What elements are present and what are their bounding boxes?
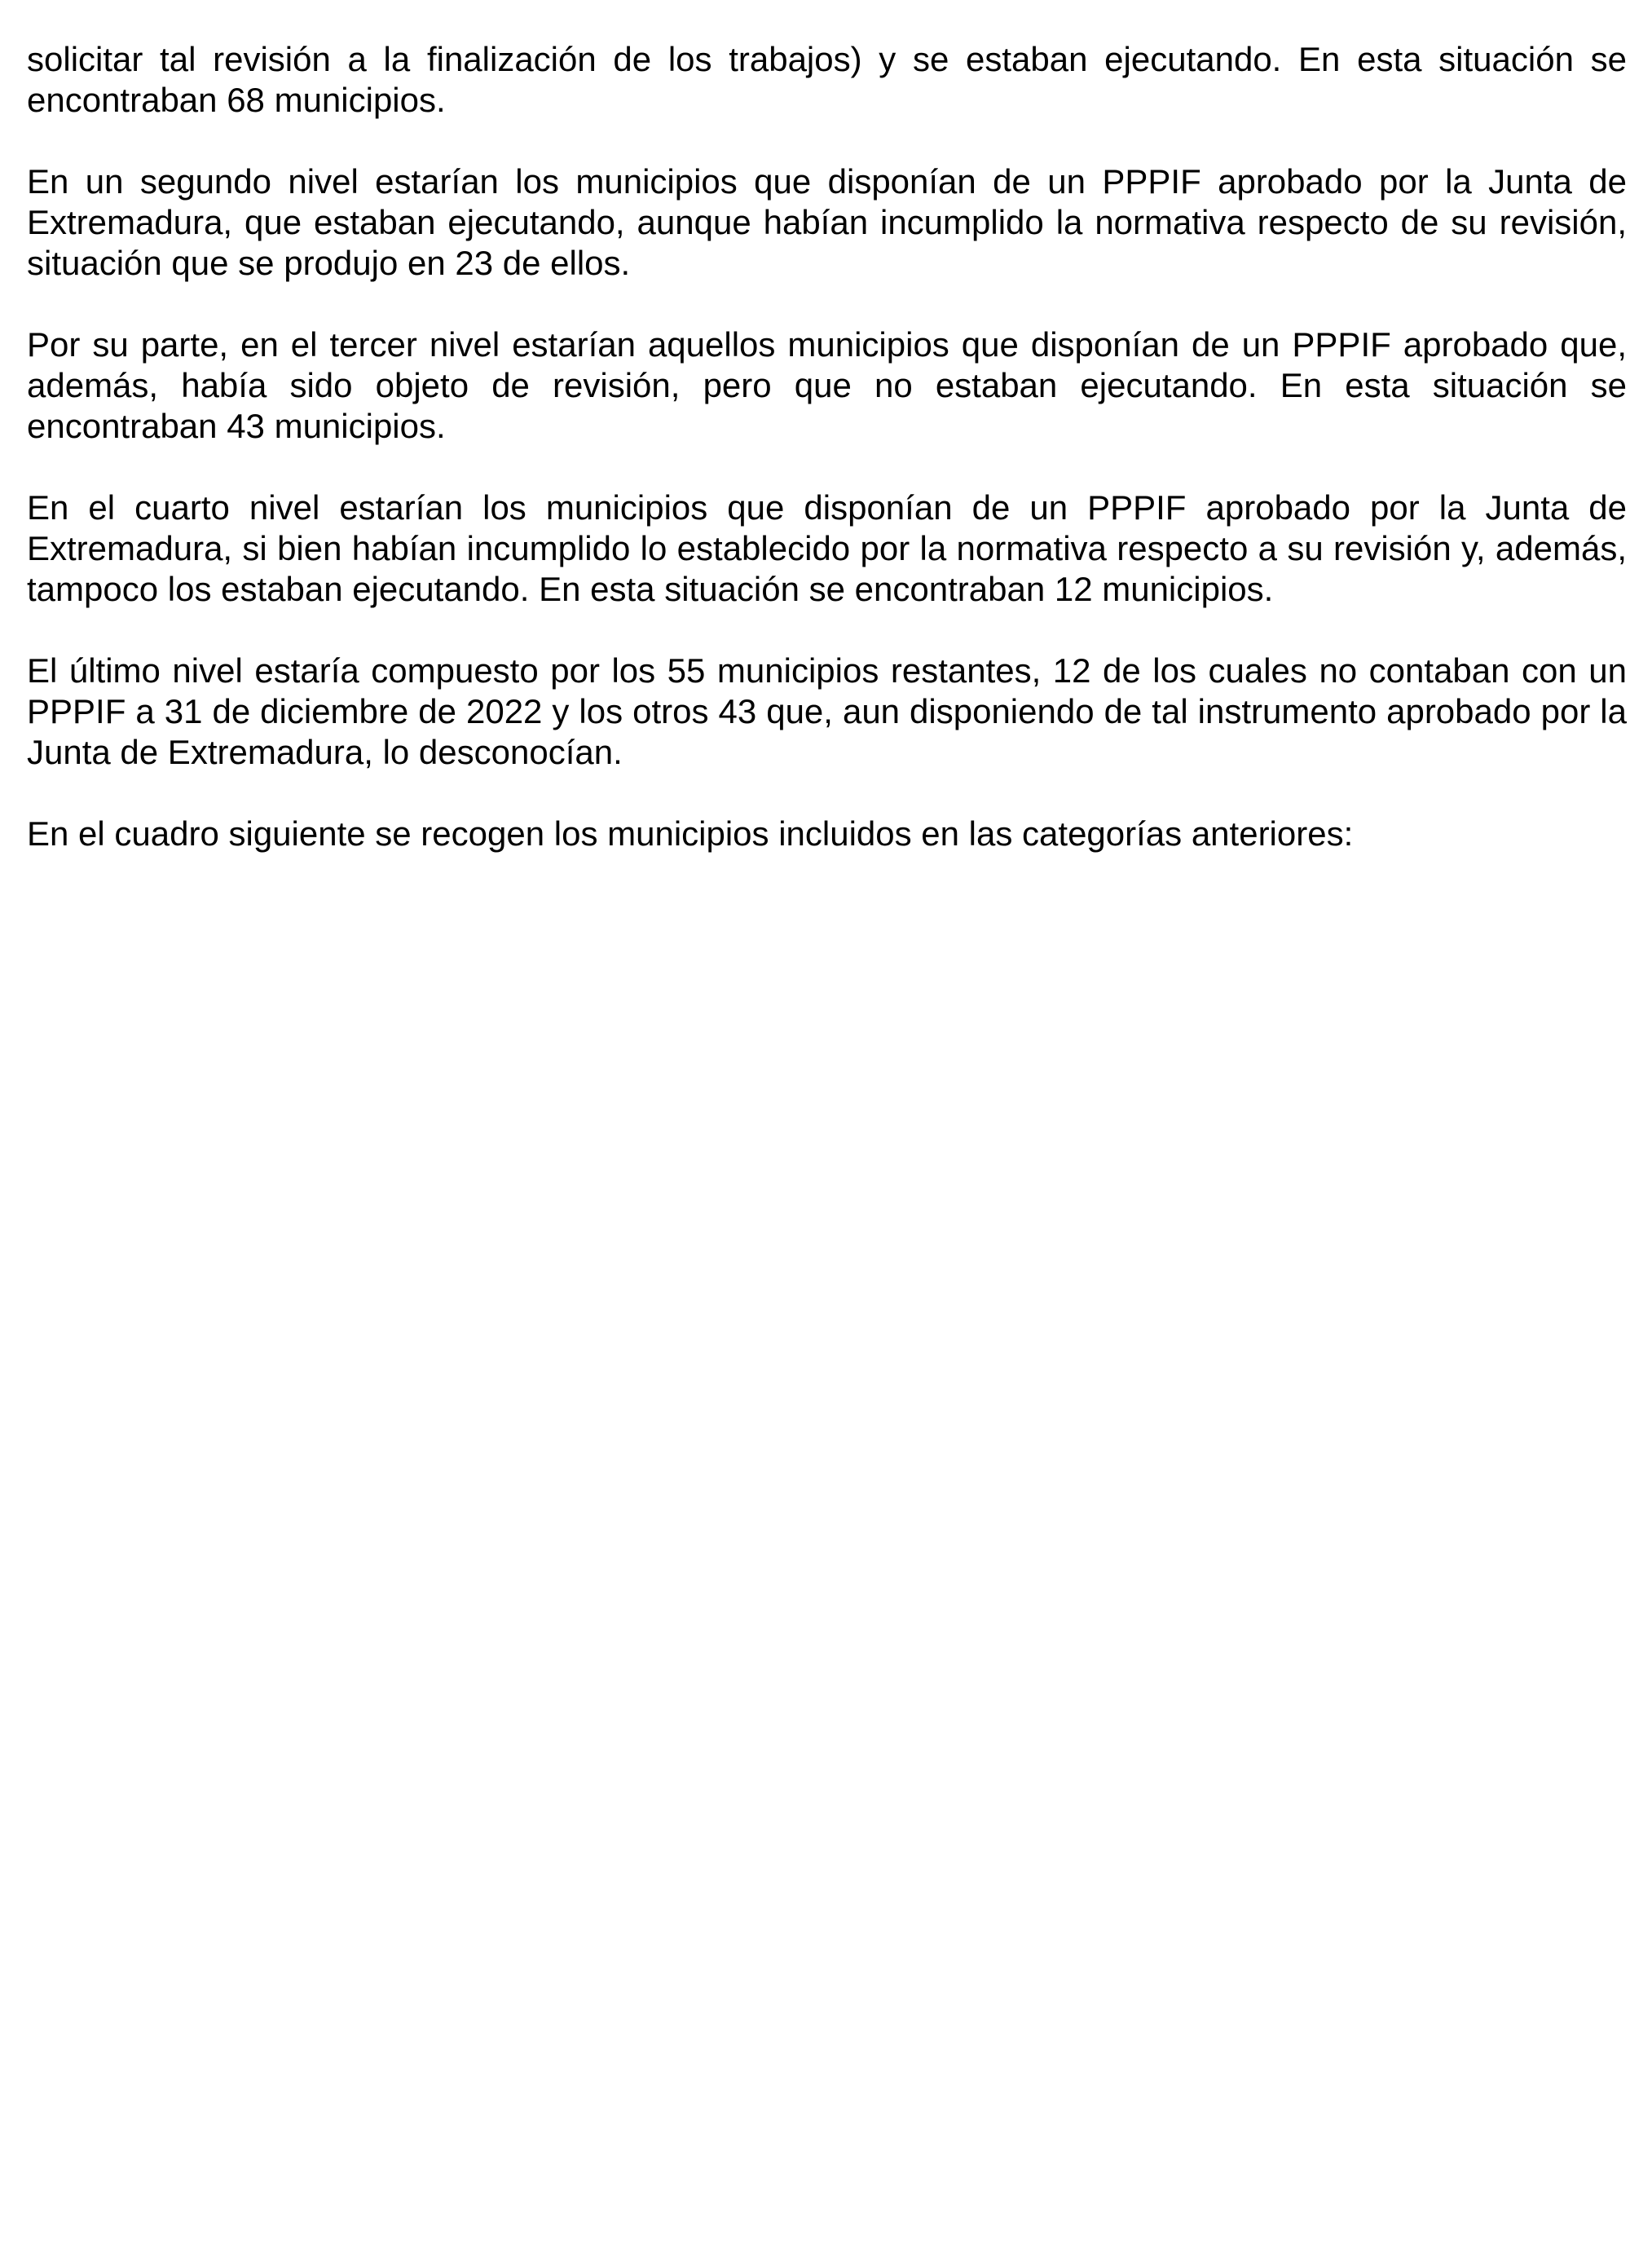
paragraph-table-intro: En el cuadro siguiente se recogen los municipios incluidos en las categorías anteriores: bbox=[27, 814, 1354, 853]
paragraph-first-level-continued: solicitar tal revisión a la finalización de los trabajos) y se estaban ejecutando. En esta situación se encontraban 68 municipios. bbox=[27, 40, 1627, 119]
paragraph-fourth-level: En el cuarto nivel estarían los municipios que disponían de un PPPIF aprobado por la Junta de Extremadura, si bien habían incumplido lo establecido por la normativa respecto a su revisión y, además, tampoco los estaban ejecutando. En esta situación se encontraban 12 municipios. bbox=[27, 488, 1627, 608]
paragraph-second-level: En un segundo nivel estarían los municipios que disponían de un PPPIF aprobado por la Junta de Extremadura, que estaban ejecutando, aunque habían incumplido la normativa respecto de su revisión, situación que se produjo en 23 de ellos. bbox=[27, 162, 1627, 282]
paragraph-third-level: Por su parte, en el tercer nivel estarían aquellos municipios que disponían de un PPPIF aprobado que, además, había sido objeto de revisión, pero que no estaban ejecutando. En esta situación se encontraban 43 municipios. bbox=[27, 325, 1627, 445]
paragraph-last-level: El último nivel estaría compuesto por los 55 municipios restantes, 12 de los cuales no contaban con un PPPIF a 31 de diciembre de 2022 y los otros 43 que, aun disponiendo de tal instrumento aprobado por la Junta de Extremadura, lo desconocían. bbox=[27, 651, 1627, 771]
document-page bbox=[27, 40, 1627, 895]
